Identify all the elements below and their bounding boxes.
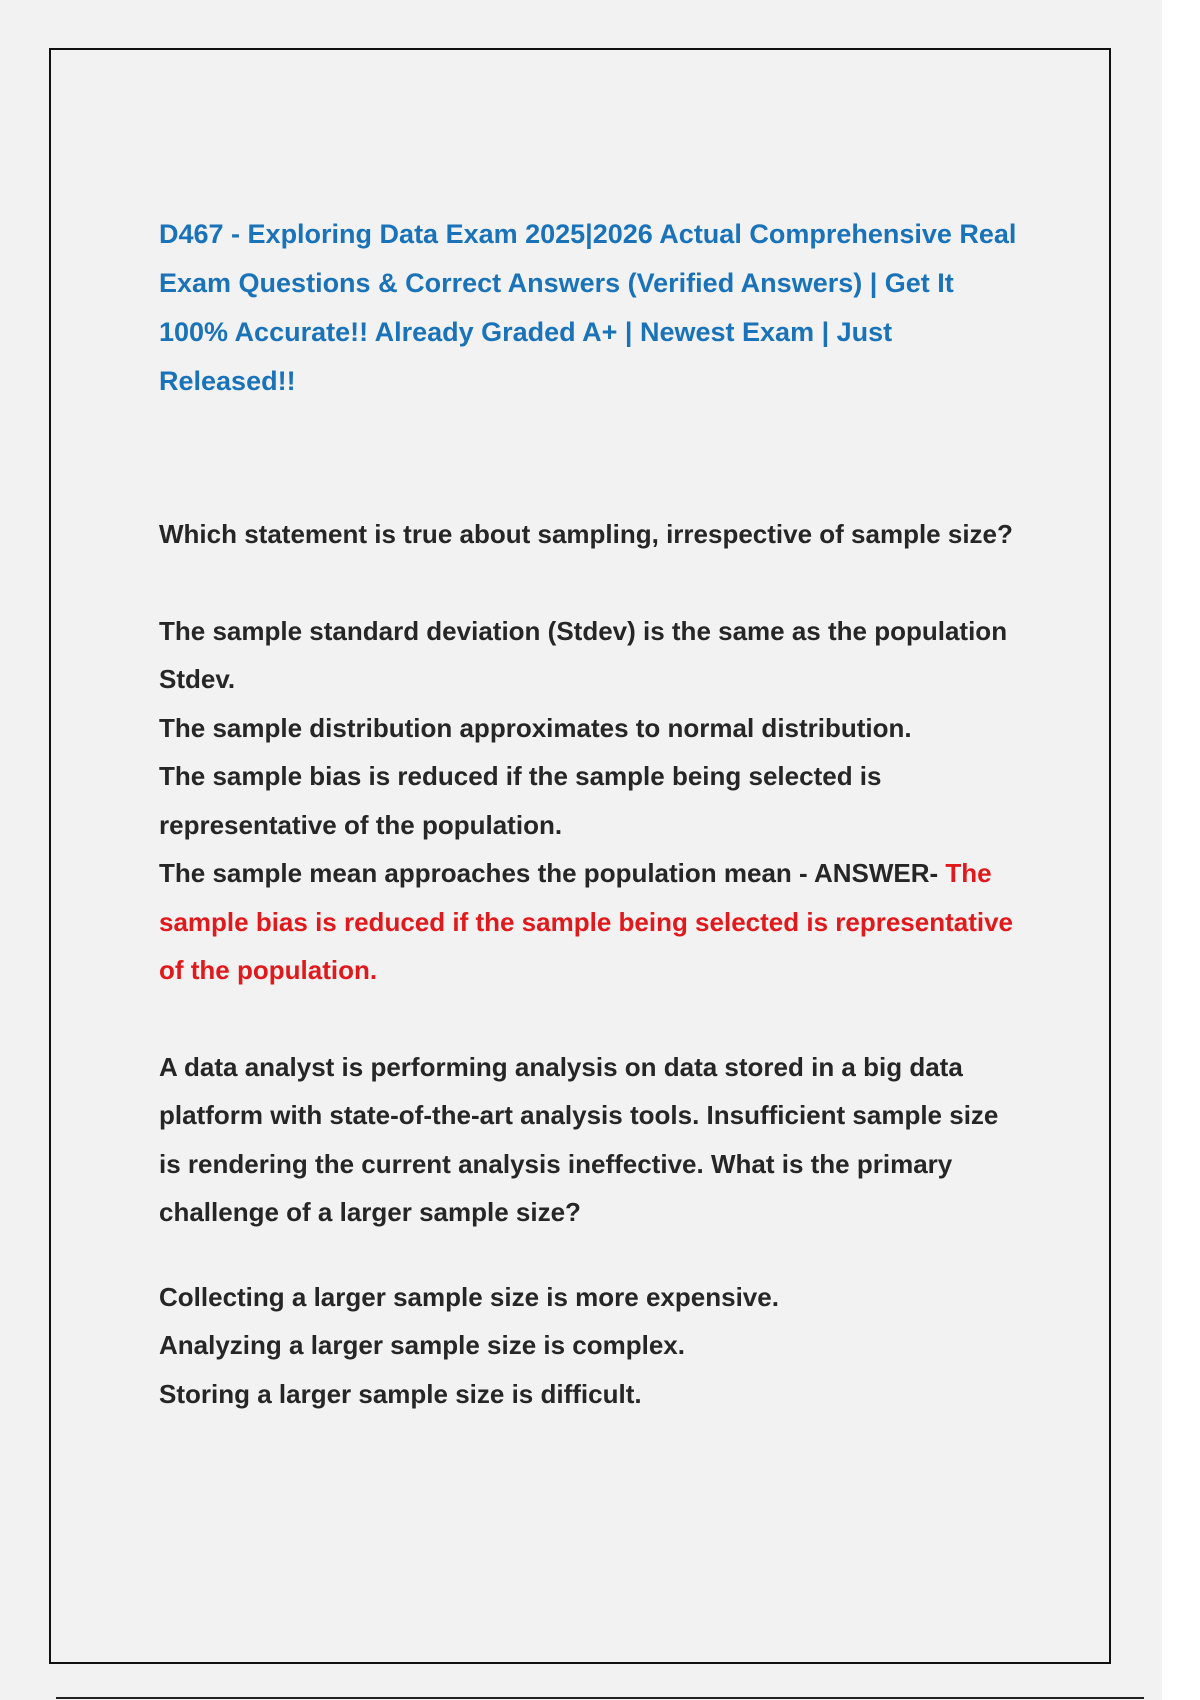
question-1-option-4 xyxy=(159,849,1019,995)
document-title: D467 - Exploring Data Exam 2025|2026 Actual Comprehensive Real Exam Questions & Correct Answers (Verified Answers) | Get It 100% Accurate!! Already Graded A+ | Newest Exam | Just Released!! xyxy=(159,219,1017,396)
question-1-prompt: Which statement is true about sampling, irrespective of sample size? xyxy=(159,519,1013,549)
question-1-option-4-text: The sample mean approaches the population mean - ANSWER- xyxy=(159,858,939,888)
question-2 xyxy=(159,1043,1019,1419)
question-1-option-1: The sample standard deviation (Stdev) is the same as the population Stdev. xyxy=(159,615,1008,694)
question-2-option-2: Analyzing a larger sample size is complex. xyxy=(159,1330,685,1360)
question-2-option-1: Collecting a larger sample size is more expensive. xyxy=(159,1281,779,1312)
page-content xyxy=(159,210,1019,1418)
footer-divider xyxy=(56,1697,1144,1699)
spacer xyxy=(159,559,1019,607)
question-2-prompt: A data analyst is performing analysis on data stored in a big data platform with state-of-the-art analysis tools. Insufficient sample size is rendering the current analysis ineffective. What is the primary challenge of a larger sample size? xyxy=(159,1051,999,1227)
spacer xyxy=(159,1237,1019,1273)
document-page xyxy=(49,48,1111,1664)
viewer-edge-strip xyxy=(1162,0,1200,1700)
question-1-answer: The sample bias is reduced if the sample being selected is representative of the population. xyxy=(159,858,1014,985)
question-2-option-3: Storing a larger sample size is difficult. xyxy=(159,1378,642,1409)
question-1 xyxy=(159,510,1019,995)
spacer xyxy=(159,995,1019,1043)
question-1-option-2: The sample distribution approximates to normal distribution. xyxy=(159,712,912,743)
question-1-option-3: The sample bias is reduced if the sample being selected is representative of the population. xyxy=(159,761,882,840)
